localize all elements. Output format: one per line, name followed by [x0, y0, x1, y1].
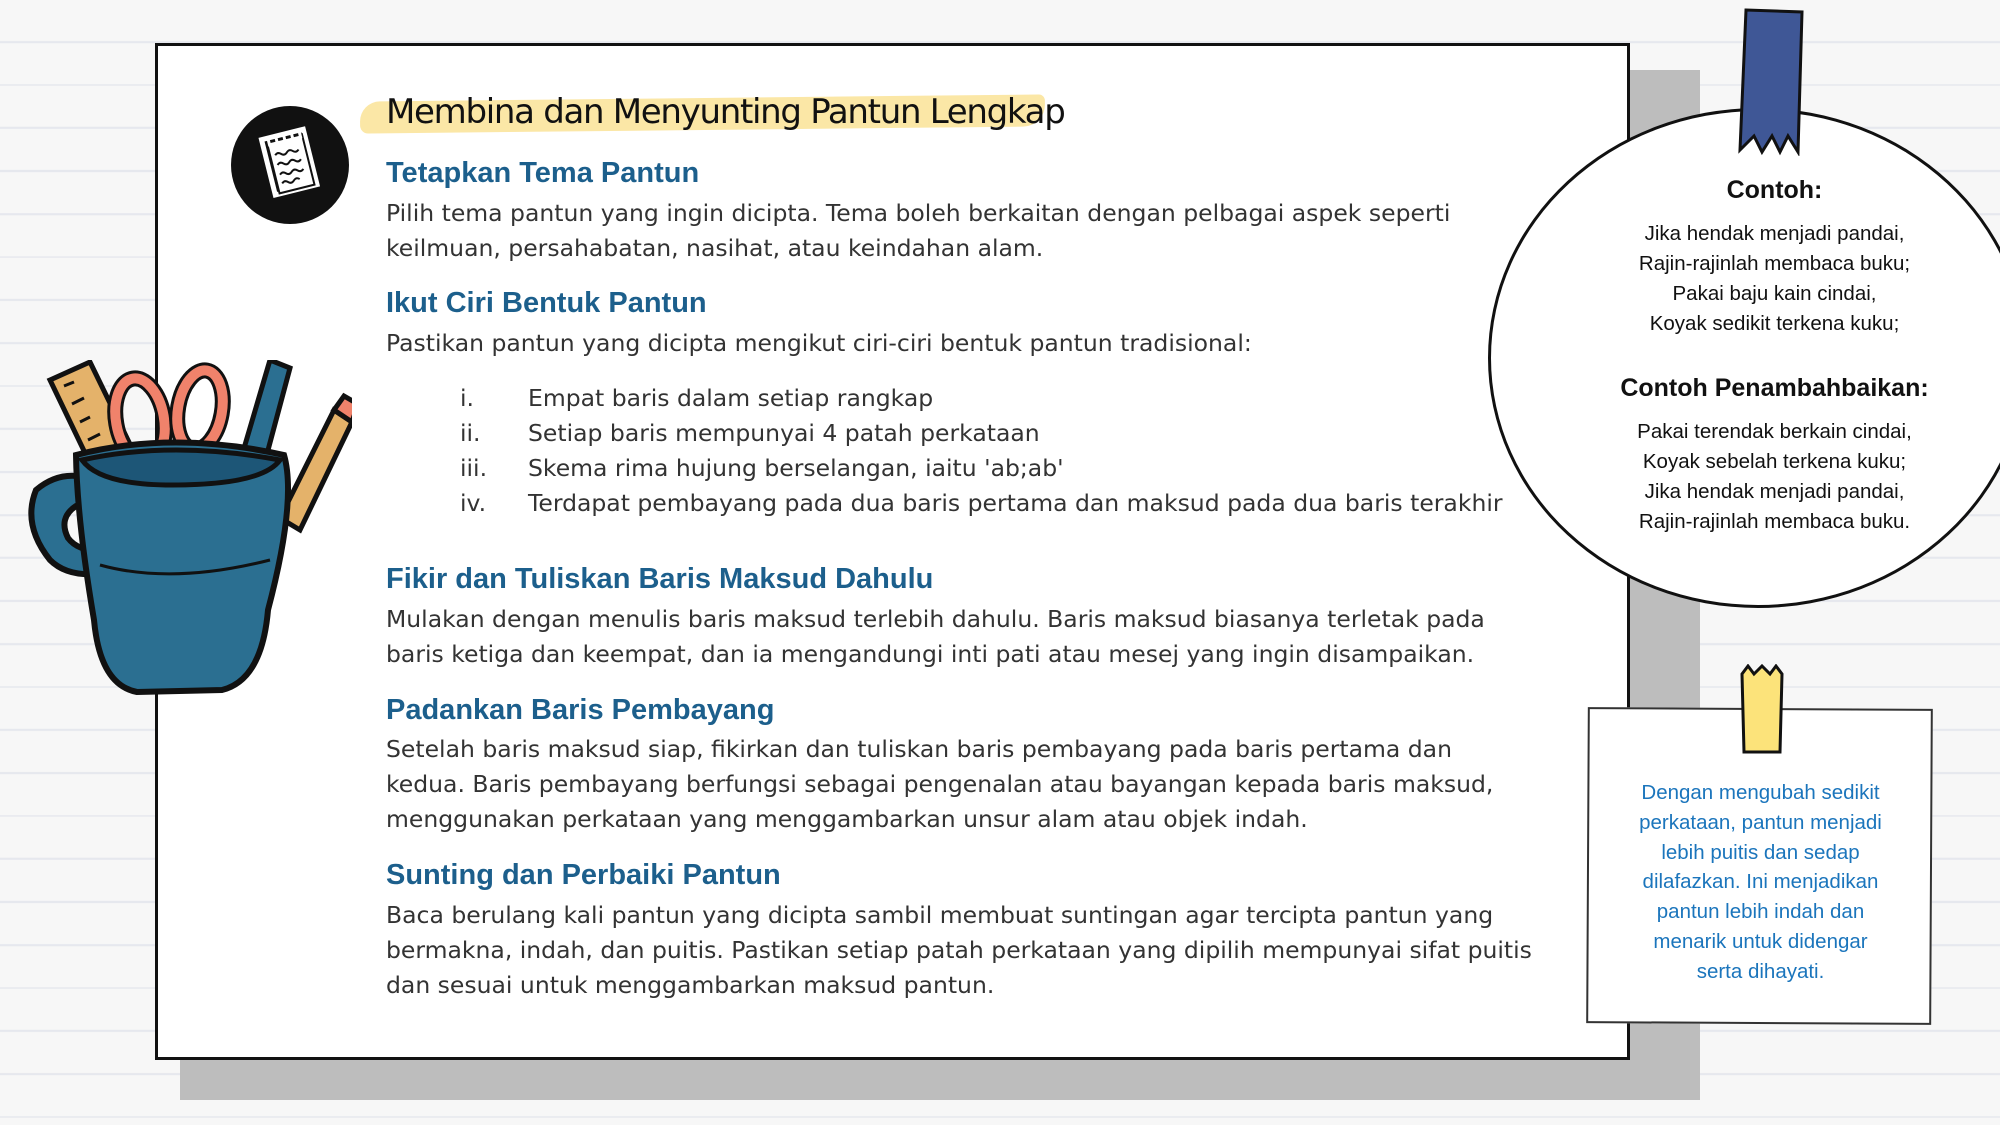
- note-line: dilafazkan. Ini menjadikan: [1642, 870, 1879, 894]
- section-heading-tema: Tetapkan Tema Pantun: [386, 157, 700, 189]
- section-text-maksud: [386, 602, 1485, 672]
- text-line: baris ketiga dan keempat, dan ia mengandungi inti pati atau mesej yang ingin disampaikan.: [386, 640, 1475, 668]
- example-block: [1562, 176, 1987, 339]
- text-line: keilmuan, persahabatan, nasihat, atau keindahan alam.: [386, 234, 1044, 262]
- improved-line: Jika hendak menjadi pandai,: [1644, 480, 1905, 503]
- list-numeral: ii.: [460, 419, 481, 447]
- page-title: Membina dan Menyunting Pantun Lengkap: [386, 92, 1065, 132]
- note-line: pantun lebih indah dan: [1656, 900, 1865, 924]
- pencil-icon: [280, 396, 352, 530]
- note-line: lebih puitis dan sedap: [1661, 840, 1860, 864]
- text-line: bermakna, indah, dan puitis. Pastikan setiap patah perkataan yang dipilih mempunyai sifat puitis: [386, 936, 1532, 964]
- cup-icon: [31, 443, 288, 693]
- section-heading-pembayang: Padankan Baris Pembayang: [386, 694, 775, 726]
- example-title: Contoh:: [1726, 176, 1823, 204]
- list-text: Skema rima hujung berselangan, iaitu 'ab;ab': [528, 454, 1064, 482]
- section-text-ciri: [386, 326, 1252, 361]
- example-line: Jika hendak menjadi pandai,: [1644, 222, 1905, 245]
- text-line: menggunakan perkataan yang menggambarkan unsur alam atau objek indah.: [386, 805, 1308, 833]
- section-heading-ciri: Ikut Ciri Bentuk Pantun: [386, 287, 707, 319]
- example-line: Rajin-rajinlah membaca buku;: [1638, 252, 1911, 275]
- example-line: Koyak sedikit terkena kuku;: [1649, 312, 1900, 335]
- improved-title: Contoh Penambahbaikan:: [1620, 374, 1929, 402]
- pencil-cup-illustration: [22, 360, 352, 700]
- note-line: serta dihayati.: [1696, 959, 1825, 983]
- section-text-sunting: [386, 898, 1532, 1003]
- note-line: menarik untuk didengar: [1653, 929, 1868, 953]
- list-text: Empat baris dalam setiap rangkap: [528, 384, 934, 412]
- section-heading-maksud: Fikir dan Tuliskan Baris Maksud Dahulu: [386, 563, 934, 595]
- improved-line: Koyak sebelah terkena kuku;: [1642, 450, 1907, 473]
- notepad-icon: [231, 106, 349, 224]
- improved-line: Rajin-rajinlah membaca buku.: [1638, 510, 1911, 533]
- list-text: Setiap baris mempunyai 4 patah perkataan: [528, 419, 1040, 447]
- list-numeral: i.: [460, 384, 474, 412]
- text-line: Pastikan pantun yang dicipta mengikut ciri-ciri bentuk pantun tradisional:: [386, 329, 1252, 357]
- section-text-pembayang: [386, 732, 1493, 837]
- section-text-tema: [386, 196, 1450, 266]
- text-line: Baca berulang kali pantun yang dicipta sambil membuat suntingan agar tercipta pantun yang: [386, 901, 1494, 929]
- sticky-note-text: [1598, 778, 1923, 987]
- list-numeral: iv.: [460, 489, 487, 517]
- text-line: Setelah baris maksud siap, fikirkan dan tuliskan baris pembayang pada baris pertama dan: [386, 735, 1452, 763]
- text-line: dan sesuai untuk menggambarkan maksud pantun.: [386, 971, 995, 999]
- text-line: Mulakan dengan menulis baris maksud terlebih dahulu. Baris maksud biasanya terletak pada: [386, 605, 1485, 633]
- yellow-tape-icon: [1740, 664, 1784, 754]
- note-line: perkataan, pantun menjadi: [1639, 810, 1882, 834]
- list-numeral: iii.: [460, 454, 488, 482]
- list-text: Terdapat pembayang pada dua baris pertama dan maksud pada dua baris terakhir: [528, 489, 1503, 517]
- text-line: Pilih tema pantun yang ingin dicipta. Tema boleh berkaitan dengan pelbagai aspek seperti: [386, 199, 1451, 227]
- improved-block: [1562, 374, 1987, 537]
- example-line: Pakai baju kain cindai,: [1672, 282, 1877, 305]
- improved-line: Pakai terendak berkain cindai,: [1637, 420, 1912, 443]
- section-heading-sunting: Sunting dan Perbaiki Pantun: [386, 859, 781, 891]
- text-line: kedua. Baris pembayang berfungsi sebagai pengenalan atau bayangan kepada baris maksud,: [386, 770, 1494, 798]
- note-line: Dengan mengubah sedikit: [1641, 781, 1880, 804]
- blue-tape-icon: [1736, 8, 1806, 156]
- title-highlight: [360, 88, 1065, 140]
